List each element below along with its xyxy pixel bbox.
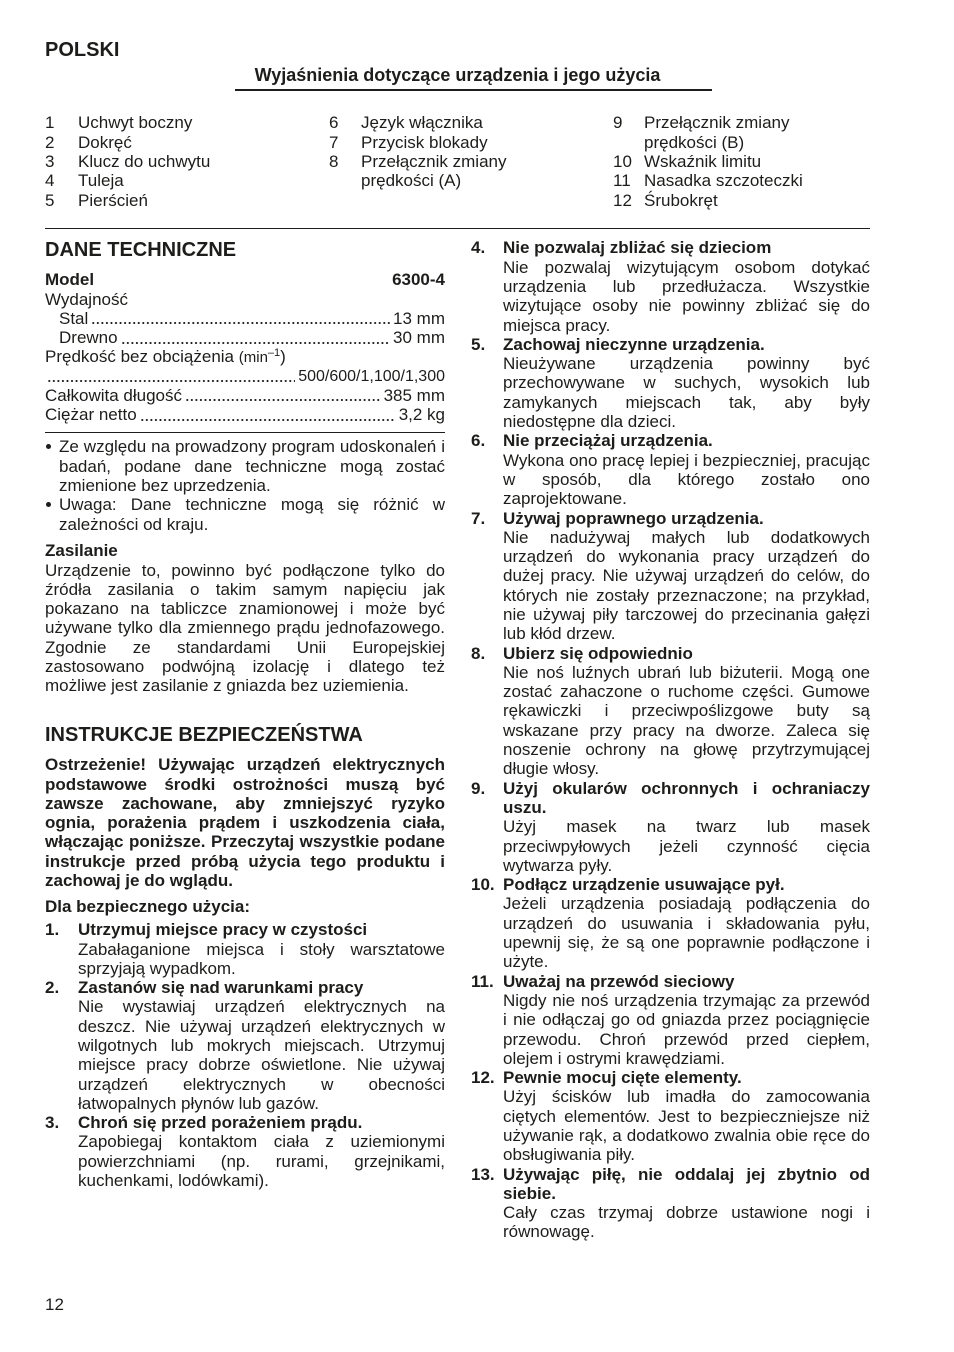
safety-item-title: Uważaj na przewód sieciowy: [503, 971, 735, 991]
spec-capacity-label: Wydajność: [45, 289, 128, 309]
safety-item-body: Nie noś luźnych ubrań lub biżuterii. Mogą one zostać zahaczone o ruchome części. Gumowe rękawiczki i przeciwpoślizgowe buty są wskazane przy pracy na dworze. Zaleca się noszenie ochrony na głowę przytrzymującej długie włosy.: [503, 662, 870, 779]
parts-column-3: [613, 113, 834, 209]
right-column: [471, 238, 870, 1241]
bullet-icon: [45, 495, 59, 534]
section-title: Wyjaśnienia dotyczące urządzenia i jego użycia: [254, 65, 661, 85]
part-item: [329, 133, 551, 152]
safety-item-body: Wykona ono pracę lepiej i bezpieczniej, pracując w sposób, dla którego zostało ono zaprojektowane.: [503, 450, 870, 509]
part-label: Klucz do uchwytu: [78, 151, 211, 171]
spec-speed-unit-close: ): [280, 346, 286, 366]
parts-column-1: [45, 113, 268, 209]
spec-model-label: Model: [45, 270, 95, 290]
safety-item: [471, 335, 870, 431]
spec-speed-unit-exponent: –1: [267, 346, 281, 359]
safety-item-body: Nie nadużywaj małych lub dodatkowych urządzeń do wykonania pracy urządzeń do dużej pracy. Nie używaj urządzeń do celów, do których nie zostały przeznaczone; na przykład, nie używaj piły tarczowej do przecinania gałęzi lub kłód drzew.: [503, 527, 870, 644]
safety-item-content: [503, 238, 870, 334]
part-item: [45, 171, 268, 190]
spec-speed-value: 500/600/1,100/1,300: [298, 367, 445, 385]
part-label: Tuleja: [78, 171, 124, 191]
part-number: 3: [45, 151, 55, 171]
part-item: [45, 133, 268, 152]
part-label: Przycisk blokady: [361, 132, 488, 152]
part-number: 6: [329, 113, 339, 133]
title-underline: [235, 89, 712, 91]
spec-model-value: 6300-4: [392, 270, 445, 290]
part-number: 2: [45, 132, 55, 152]
safety-item-content: [78, 978, 445, 1113]
spec-weight-row: [45, 405, 445, 424]
safety-item-content: [503, 875, 870, 971]
safety-item: [471, 779, 870, 875]
part-number: 9: [613, 113, 623, 133]
spec-length-label: Całkowita długość: [45, 386, 183, 406]
part-number: 4: [45, 171, 55, 191]
spec-length-row: [45, 386, 445, 405]
safety-item: [471, 972, 870, 1068]
safety-item-content: [503, 509, 870, 644]
safety-item-body: Nieużywane urządzenia powinny być przechowywane w suchych, wysokich lub zamykanych miejscach tak, aby były niedostępne dla dzieci.: [503, 354, 870, 432]
part-item: [613, 152, 834, 171]
part-item: [329, 113, 551, 132]
spec-speed-unit: (min: [238, 348, 268, 366]
safety-item-number: 7.: [471, 508, 486, 528]
part-number: 5: [45, 190, 55, 210]
safety-item-content: [503, 779, 870, 875]
safety-item-number: 6.: [471, 431, 486, 451]
safety-item: [45, 920, 445, 978]
parts-column-2: [329, 113, 551, 190]
safety-item-content: [503, 1068, 870, 1164]
specs-divider: [45, 432, 445, 433]
dot-leader: [140, 417, 396, 423]
safety-item-content: [78, 1113, 445, 1190]
spec-note: [45, 495, 445, 534]
spec-speed-label-row: [45, 348, 445, 367]
safety-item-content: [503, 644, 870, 779]
spec-wood-label: Drewno: [59, 328, 118, 348]
safety-item-title: Nie przeciążaj urządzenia.: [503, 431, 713, 451]
safety-heading: INSTRUKCJE BEZPIECZEŃSTWA: [45, 723, 363, 746]
safety-item-number: 10.: [471, 875, 495, 895]
spec-steel-value: 13 mm: [393, 308, 445, 328]
safety-warning: Ostrzeżenie! Używając urządzeń elektrycznych podstawowe środki ostrożności muszą być zawsze zachowane, aby zmniejszyć ryzyko ognia, porażenia prądem i uszkodzenia ciała, włączając poniższe. Przeczytaj wszystkie podane instrukcje przed próbą użycia tego produktu i zachowaj je do wglądu.: [45, 755, 445, 891]
safety-item-number: 1.: [45, 920, 60, 940]
power-heading: Zasilanie: [45, 541, 118, 561]
spec-wood-value: 30 mm: [393, 328, 445, 348]
safety-item-number: 11.: [471, 971, 494, 991]
part-number: 11: [613, 171, 631, 191]
safety-item-title: Zachowaj nieczynne urządzenia.: [503, 334, 765, 354]
spec-notes: [45, 437, 445, 533]
safety-item-content: [503, 431, 870, 508]
part-label: Wskaźnik limitu: [644, 151, 762, 171]
spec-length-value: 385 mm: [383, 386, 445, 406]
safety-item-body: Zabałaganione miejsca i stoły warsztatowe sprzyjają wypadkom.: [78, 939, 445, 978]
bullet-icon: [45, 437, 59, 495]
safety-item: [471, 1165, 870, 1242]
part-number: 1: [45, 113, 55, 133]
spec-model-row: [45, 270, 445, 289]
part-item: [613, 171, 834, 190]
safety-item-body: Nigdy nie noś urządzenia trzymając za przewód i nie odłączaj go od gniazda przez pociągnięcie przewodu. Chroń przewód przed ciepłem, olejem i ostrymi krawędziami.: [503, 990, 870, 1068]
dot-leader: [91, 320, 390, 326]
part-item: [329, 152, 551, 191]
safety-item-content: [503, 335, 870, 431]
safety-items-left: [45, 920, 445, 1190]
spec-speed-label-group: [45, 347, 286, 367]
safety-item: [471, 644, 870, 779]
safety-item-title: Używaj poprawnego urządzenia.: [503, 508, 764, 528]
safety-item-title: Ubierz się odpowiednio: [503, 643, 693, 663]
safety-item: [45, 1113, 445, 1190]
part-number: 8: [329, 151, 339, 171]
left-column: [45, 239, 445, 1190]
dot-leader: [47, 378, 295, 384]
safety-item-content: [503, 1165, 870, 1242]
safety-item-title: Utrzymuj miejsce pracy w czystości: [78, 920, 368, 940]
safety-subheading: Dla bezpiecznego użycia:: [45, 897, 250, 917]
safety-item-title: Pewnie mocuj cięte elementy.: [503, 1068, 742, 1088]
spec-speed-label: Prędkość bez obciążenia: [45, 346, 235, 366]
safety-item: [471, 875, 870, 971]
specs-table: [45, 270, 445, 424]
safety-item-title: Zastanów się nad warunkami pracy: [78, 978, 364, 998]
spec-wood-row: [45, 328, 445, 347]
safety-item-body: Użyj masek na twarz lub masek przeciwpyłowych jeżeli czynność cięcia wytwarza pyły.: [503, 817, 870, 875]
safety-item-number: 2.: [45, 978, 60, 998]
spec-steel-label: Stal: [59, 308, 89, 328]
part-label: Pierścień: [78, 190, 148, 210]
section-divider: [45, 228, 870, 229]
part-number: 10: [613, 151, 632, 171]
safety-item-body: Cały czas trzymaj dobrze ustawione nogi i równowagę.: [503, 1203, 870, 1242]
safety-item: [471, 238, 870, 334]
part-number: 7: [329, 132, 339, 152]
spec-note-text: Uwaga: Dane techniczne mogą się różnić w zależności od kraju.: [59, 495, 445, 534]
part-item: [613, 113, 834, 152]
spec-weight-label: Ciężar netto: [45, 405, 137, 425]
safety-item-title: Podłącz urządzenie usuwające pył.: [503, 875, 785, 895]
part-label: Uchwyt boczny: [78, 113, 193, 133]
safety-item-title: Użyj okularów ochronnych i ochraniaczy uszu.: [503, 778, 870, 817]
safety-item-body: Nie wystawiaj urządzeń elektrycznych na deszcz. Nie używaj urządzeń elektrycznych w wilgotnych lub mokrych miejscach. Utrzymuj miejsce pracy dobrze oświetlone. Nie używaj urządzeń elektrycznych w obecności łatwopalnych płynów lub gazów.: [78, 997, 445, 1113]
safety-item-number: 8.: [471, 643, 486, 663]
part-label: Język włącznika: [361, 113, 483, 133]
safety-item-number: 13.: [471, 1164, 495, 1184]
spec-speed-value-row: [45, 367, 445, 386]
safety-item-number: 5.: [471, 334, 486, 354]
safety-item: [471, 1068, 870, 1164]
part-item: [45, 152, 268, 171]
safety-item-body: Jeżeli urządzenia posiadają podłączenia do urządzeń do usuwania i składowania pyłu, upewnij się, że są one poprawnie podłączone i użyte.: [503, 894, 870, 972]
dot-leader: [121, 340, 390, 346]
part-item: [613, 191, 834, 210]
dot-leader: [185, 397, 381, 403]
safety-item: [471, 509, 870, 644]
safety-item-body: Użyj ścisków lub imadła do zamocowania ciętych elementów. Jest to bezpieczniejsze niż używanie rąk, a dodatkowo zwalnia obie ręce do obsługiwania piły.: [503, 1087, 870, 1165]
safety-item-title: Chroń się przed porażeniem prądu.: [78, 1113, 363, 1133]
safety-item-number: 3.: [45, 1113, 60, 1133]
safety-item-content: [503, 972, 870, 1068]
safety-item: [471, 431, 870, 508]
spec-note: [45, 437, 445, 495]
part-label: Nasadka szczoteczki: [644, 171, 803, 191]
safety-item-number: 4.: [471, 238, 486, 258]
safety-item-content: [78, 920, 445, 978]
specs-heading: DANE TECHNICZNE: [45, 239, 237, 261]
spec-note-text: Ze względu na prowadzony program udoskonaleń i badań, podane dane techniczne mogą zostać zmienione bez uprzedzenia.: [59, 437, 445, 495]
part-number: 12: [613, 190, 632, 210]
safety-item-number: 9.: [471, 778, 486, 798]
part-label: Przełącznik zmiany prędkości (B): [644, 113, 790, 152]
part-label: Śrubokręt: [644, 190, 718, 210]
part-item: [45, 191, 268, 210]
part-label: Dokręć: [78, 132, 132, 152]
safety-item: [45, 978, 445, 1113]
safety-item-title: Używając piłę, nie oddalaj jej zbytnio od siebie.: [503, 1164, 870, 1203]
page-number: 12: [45, 1295, 64, 1315]
language-label: POLSKI: [45, 39, 120, 61]
safety-item-title: Nie pozwalaj zbliżać się dzieciom: [503, 238, 772, 258]
spec-capacity-row: [45, 290, 445, 309]
part-label: Przełącznik zmiany prędkości (A): [361, 151, 507, 191]
power-text: Urządzenie to, powinno być podłączone tylko do źródła zasilania o takim samym napięciu jak pokazano na tabliczce znamionowej i może być używane tylko dla zmiennego prądu jednofazowego. Zgodnie ze standardami Unii Europejskiej zastosowano podwójną izolację i dlatego też możliwe jest zasilanie z gniazda bez uziemienia.: [45, 560, 445, 696]
spec-steel-row: [45, 309, 445, 328]
safety-item-number: 12.: [471, 1068, 495, 1088]
part-item: [45, 113, 268, 132]
spec-weight-value: 3,2 kg: [398, 405, 445, 425]
safety-item-body: Zapobiegaj kontaktom ciała z uziemionymi powierzchniami (np. rurami, grzejnikami, kuchenkami, lodówkami).: [78, 1132, 445, 1191]
safety-item-body: Nie pozwalaj wizytującym osobom dotykać urządzenia lub przedłużacza. Wszystkie wizytujące osoby nie powinny zbliżać się do miejsca pracy.: [503, 257, 870, 335]
